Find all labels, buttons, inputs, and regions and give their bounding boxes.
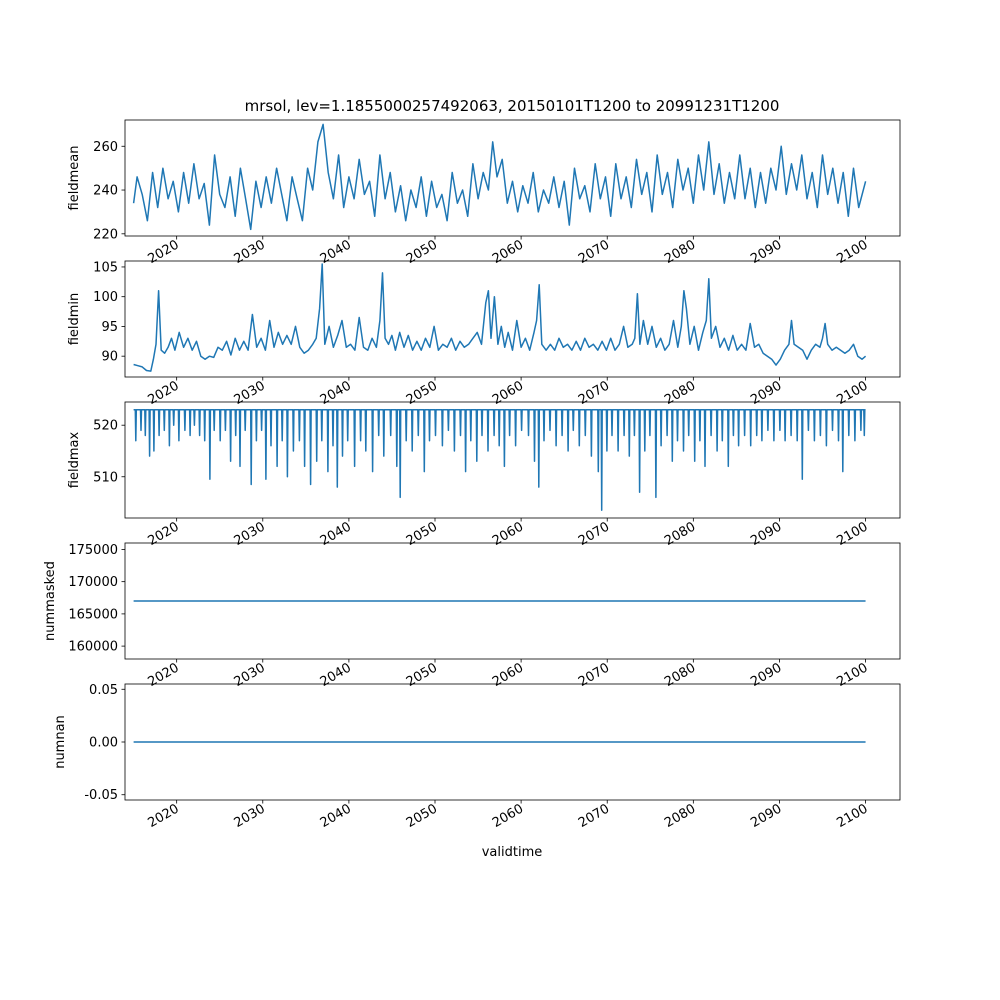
x-tick-label-fieldmean: 2080: [662, 237, 699, 268]
x-tick-label-fieldmax: 2030: [231, 519, 268, 550]
y-tick-label-nummasked: 170000: [68, 575, 118, 591]
y-tick-label-fieldmin: 105: [93, 260, 118, 276]
x-tick-label-fieldmean: 2050: [403, 237, 440, 268]
panel-fieldmax: [67, 402, 900, 549]
x-tick-label-nummasked: 2020: [145, 660, 182, 691]
x-tick-label-fieldmean: 2090: [748, 237, 785, 268]
x-tick-label-numnan: 2080: [662, 801, 699, 832]
y-tick-label-fieldmax: 520: [93, 418, 118, 434]
y-axis-label-fieldmean: fieldmean: [67, 145, 82, 211]
x-tick-label-nummasked: 2100: [834, 660, 871, 691]
y-tick-label-nummasked: 175000: [68, 542, 118, 558]
y-axis-label-fieldmax: fieldmax: [67, 431, 82, 489]
y-tick-label-nummasked: 160000: [68, 639, 118, 655]
x-tick-label-fieldmean: 2040: [317, 237, 354, 268]
x-tick-label-fieldmin: 2020: [145, 378, 182, 409]
x-tick-label-fieldmean: 2100: [834, 237, 871, 268]
y-axis-label-nummasked: nummasked: [43, 561, 58, 641]
x-tick-label-numnan: 2050: [403, 801, 440, 832]
axes-frame-fieldmin: [125, 261, 900, 377]
series-line-fieldmin: [134, 264, 866, 371]
panel-fieldmean: [67, 120, 900, 267]
y-tick-label-fieldmean: 260: [93, 139, 118, 155]
x-tick-label-fieldmean: 2070: [576, 237, 613, 268]
x-tick-label-fieldmin: 2090: [748, 378, 785, 409]
x-tick-label-fieldmean: 2030: [231, 237, 268, 268]
x-tick-label-numnan: 2060: [489, 801, 527, 832]
x-tick-label-fieldmax: 2100: [834, 519, 871, 550]
x-tick-label-fieldmax: 2060: [489, 519, 527, 550]
x-tick-label-fieldmin: 2050: [403, 378, 440, 409]
x-tick-label-fieldmax: 2020: [145, 519, 182, 550]
axes-frame-fieldmax: [125, 402, 900, 518]
x-tick-label-nummasked: 2030: [231, 660, 268, 691]
axes-frame-fieldmean: [125, 120, 900, 236]
y-tick-label-numnan: 0.00: [89, 735, 118, 751]
x-tick-label-fieldmin: 2040: [317, 378, 354, 409]
x-tick-label-fieldmin: 2070: [576, 378, 613, 409]
y-tick-label-nummasked: 165000: [68, 607, 118, 623]
x-tick-label-numnan: 2030: [231, 801, 268, 832]
x-tick-label-numnan: 2040: [317, 801, 354, 832]
x-tick-label-fieldmean: 2020: [145, 237, 182, 268]
y-tick-label-fieldmin: 90: [101, 349, 118, 365]
panel-fieldmin: [67, 260, 900, 408]
y-axis-label-fieldmin: fieldmin: [67, 292, 82, 346]
x-tick-label-numnan: 2070: [576, 801, 613, 832]
y-tick-label-fieldmin: 95: [101, 319, 118, 335]
x-tick-label-numnan: 2090: [748, 801, 785, 832]
x-tick-label-fieldmax: 2090: [748, 519, 785, 550]
x-tick-label-numnan: 2020: [145, 801, 182, 832]
x-tick-label-fieldmax: 2070: [576, 519, 613, 550]
y-tick-label-fieldmean: 220: [93, 227, 118, 243]
y-tick-label-fieldmean: 240: [93, 183, 118, 199]
x-tick-label-fieldmin: 2060: [489, 378, 527, 409]
x-tick-label-fieldmean: 2060: [489, 237, 527, 268]
x-tick-label-nummasked: 2040: [317, 660, 354, 691]
x-tick-label-fieldmin: 2030: [231, 378, 268, 409]
x-tick-label-nummasked: 2050: [403, 660, 440, 691]
x-tick-label-fieldmax: 2080: [662, 519, 699, 550]
x-tick-label-fieldmax: 2040: [317, 519, 354, 550]
x-tick-label-fieldmax: 2050: [403, 519, 440, 550]
x-tick-label-nummasked: 2080: [662, 660, 699, 691]
panel-numnan: [53, 683, 900, 831]
y-axis-label-numnan: numnan: [53, 715, 68, 769]
x-tick-label-nummasked: 2070: [576, 660, 613, 691]
panels: [43, 120, 900, 831]
x-tick-label-fieldmin: 2080: [662, 378, 699, 409]
x-axis-label: validtime: [481, 845, 543, 860]
panel-nummasked: [43, 543, 900, 690]
x-tick-label-numnan: 2100: [834, 801, 871, 832]
x-tick-label-nummasked: 2090: [748, 660, 785, 691]
x-tick-label-nummasked: 2060: [489, 660, 527, 691]
y-tick-label-fieldmax: 510: [93, 470, 118, 486]
chart-title: mrsol, lev=1.1855000257492063, 20150101T1200 to 20991231T1200: [244, 97, 780, 115]
y-tick-label-numnan: -0.05: [84, 788, 118, 804]
y-tick-label-fieldmin: 100: [93, 290, 118, 306]
x-tick-label-fieldmin: 2100: [834, 378, 871, 409]
series-line-fieldmean: [134, 124, 866, 229]
series-line-fieldmax: [134, 410, 866, 511]
y-tick-label-numnan: 0.05: [89, 682, 118, 698]
